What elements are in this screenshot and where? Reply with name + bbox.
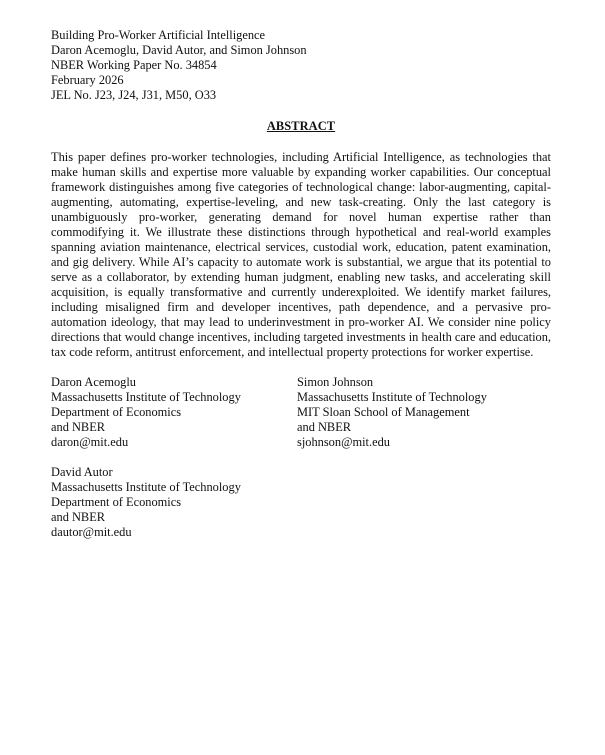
author-email: dautor@mit.edu bbox=[51, 525, 132, 539]
author-affiliations bbox=[51, 375, 551, 540]
author-name: Simon Johnson bbox=[297, 375, 374, 389]
author-email: daron@mit.edu bbox=[51, 435, 129, 449]
author-name: Daron Acemoglu bbox=[51, 375, 136, 389]
author-department: Department of Economics bbox=[51, 405, 182, 419]
author-department: Department of Economics bbox=[51, 495, 182, 509]
author-block-acemoglu bbox=[51, 375, 297, 450]
author-affiliation: and NBER bbox=[297, 420, 352, 434]
author-institution: Massachusetts Institute of Technology bbox=[51, 480, 241, 494]
publication-date: February 2026 bbox=[51, 73, 124, 87]
author-institution: Massachusetts Institute of Technology bbox=[51, 390, 241, 404]
author-block-autor bbox=[51, 465, 297, 540]
working-paper-number: NBER Working Paper No. 34854 bbox=[51, 58, 217, 72]
paper-page bbox=[51, 28, 551, 540]
paper-title: Building Pro-Worker Artificial Intelligence bbox=[51, 28, 266, 42]
author-institution: Massachusetts Institute of Technology bbox=[297, 390, 487, 404]
paper-header bbox=[51, 28, 551, 103]
jel-codes: JEL No. J23, J24, J31, M50, O33 bbox=[51, 88, 217, 102]
author-block-johnson bbox=[297, 375, 551, 450]
author-affiliation: and NBER bbox=[51, 420, 106, 434]
abstract-text: This paper defines pro-worker technologies, including Artificial Intelligence, as technologies that make human skills and expertise more valuable by expanding worker capabilities. Our conceptual framework distinguishes among five categories of technological change: labor-augmenting, capital-augmenting, automating, expertise-leveling, and new task-creating. Only the last category is unambiguously pro-worker, generating demand for novel human expertise rather than commodifying it. We illustrate these distinctions through hypothetical and real-world examples spanning aviation maintenance, electrical services, custodial work, education, patent examination, and gig delivery. While AI’s capacity to automate work is substantial, we argue that its potential to serve as a collaborator, by extending human judgment, enabling new tasks, and accelerating skill acquisition, is equally transformative and currently underexploited. We identify market failures, including misaligned firm and developer incentives, path dependence, and a pervasive pro-automation ideology, that may lead to underinvestment in pro-worker AI. We consider nine policy directions that would change incentives, including targeted investments in health care and education, tax code reform, antitrust enforcement, and intellectual property protections for worker expertise. bbox=[51, 150, 551, 359]
author-affiliation: and NBER bbox=[51, 510, 106, 524]
paper-authors-line: Daron Acemoglu, David Autor, and Simon Johnson bbox=[51, 43, 307, 57]
author-department: MIT Sloan School of Management bbox=[297, 405, 470, 419]
author-name: David Autor bbox=[51, 465, 113, 479]
abstract-heading: ABSTRACT bbox=[266, 119, 336, 133]
author-email: sjohnson@mit.edu bbox=[297, 435, 390, 449]
